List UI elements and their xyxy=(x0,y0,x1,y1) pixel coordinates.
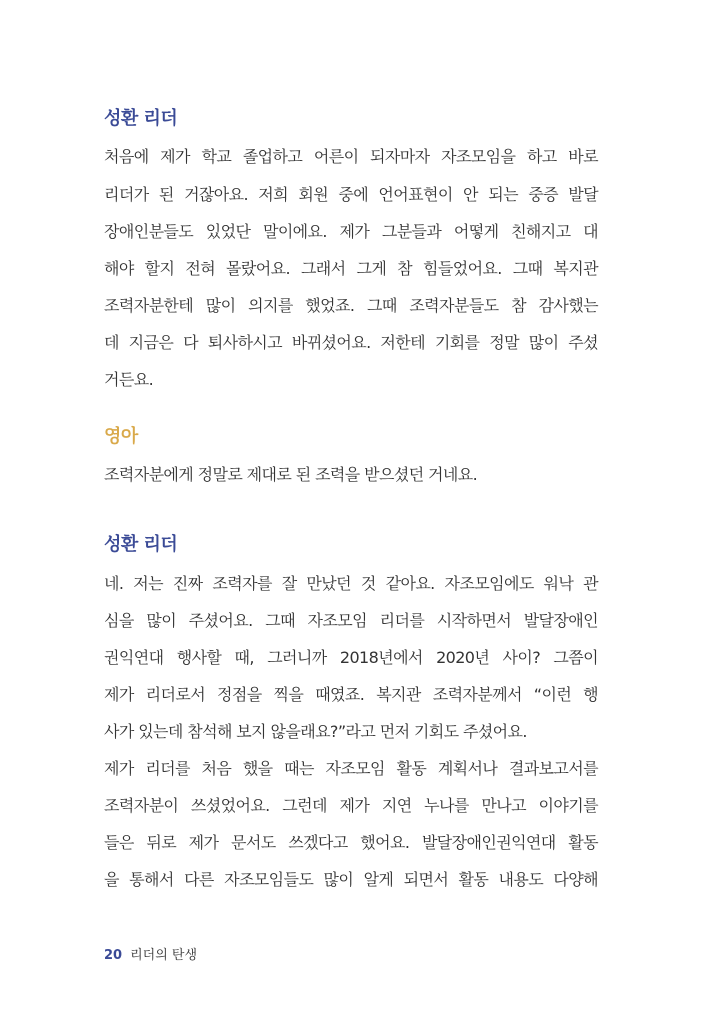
speaker-name: 성환 리더 xyxy=(104,108,178,129)
paragraph-line: 해야 할지 전혀 몰랐어요. 그래서 그게 참 힘들었어요. 그때 복지관 xyxy=(104,259,598,278)
paragraph-line: 처음에 제가 학교 졸업하고 어른이 되자마자 자조모임을 하고 바로 xyxy=(104,147,598,166)
paragraph-line: 조력자분에게 정말로 제대로 된 조력을 받으셨던 거네요. xyxy=(104,465,478,484)
paragraph-line: 제가 리더로서 정점을 찍을 때였죠. 복지관 조력자분께서 “이런 행 xyxy=(104,685,598,704)
paragraph-line: 심을 많이 주셨어요. 그때 자조모임 리더를 시작하면서 발달장애인 xyxy=(104,611,598,630)
book-title: 리더의 탄생 xyxy=(130,948,198,963)
paragraph-line: 사가 있는데 참석해 보지 않을래요?”라고 먼저 기회도 주셨어요. xyxy=(104,722,527,741)
speaker-name: 성환 리더 xyxy=(104,534,178,555)
paragraph-line: 장애인분들도 있었단 말이에요. 제가 그분들과 어떻게 친해지고 대 xyxy=(104,222,598,241)
paragraph-line: 리더가 된 거잖아요. 저희 회원 중에 언어표현이 안 되는 중증 발달 xyxy=(104,185,598,204)
paragraph-line: 조력자분이 쓰셨었어요. 그런데 제가 지연 누나를 만나고 이야기를 xyxy=(104,796,598,815)
speaker-name: 영아 xyxy=(104,426,138,447)
paragraph-line: 거든요. xyxy=(104,370,154,389)
page-footer xyxy=(104,947,197,965)
paragraph-line: 데 지금은 다 퇴사하시고 바뀌셨어요. 저한테 기회를 정말 많이 주셨 xyxy=(104,333,598,352)
paragraph-line: 조력자분한테 많이 의지를 했었죠. 그때 조력자분들도 참 감사했는 xyxy=(104,296,598,315)
paragraph-line: 들은 뒤로 제가 문서도 쓰겠다고 했어요. 발달장애인권익연대 활동 xyxy=(104,833,598,852)
paragraph-line: 네. 저는 진짜 조력자를 잘 만났던 것 같아요. 자조모임에도 워낙 관 xyxy=(104,574,598,593)
page-number: 20 xyxy=(104,948,123,963)
paragraph-line: 권익연대 행사할 때, 그러니까 2018년에서 2020년 사이? 그쯤이 xyxy=(104,648,598,667)
paragraph-line: 제가 리더를 처음 했을 때는 자조모임 활동 계획서나 결과보고서를 xyxy=(104,759,598,778)
paragraph-line: 을 통해서 다른 자조모임들도 많이 알게 되면서 활동 내용도 다양해 xyxy=(104,870,598,889)
